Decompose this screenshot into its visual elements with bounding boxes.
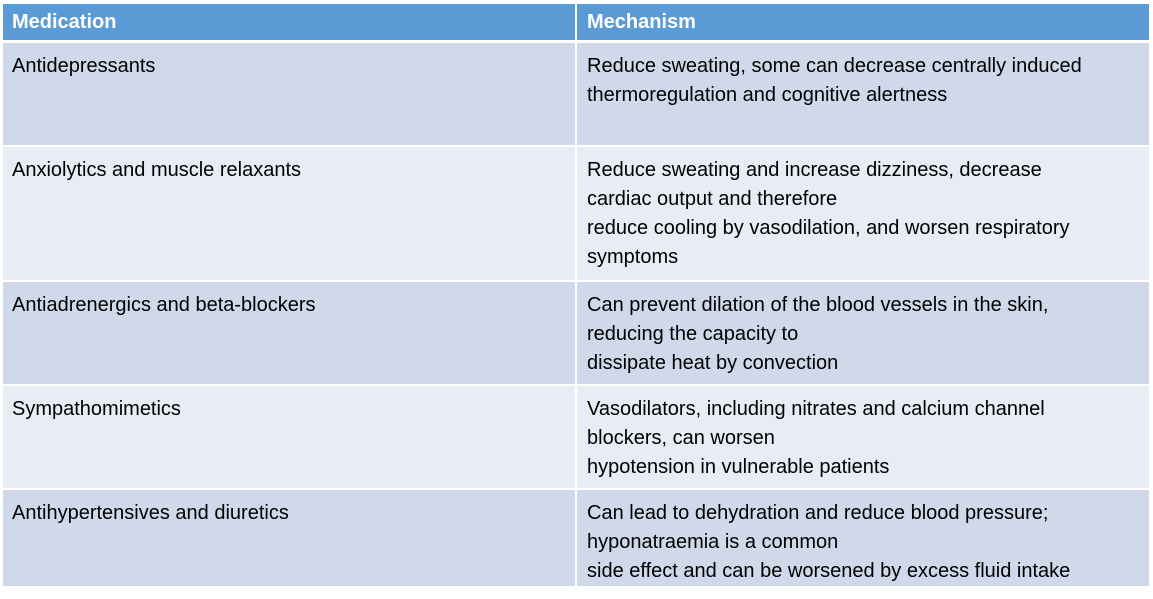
- row-5-medication: Antihypertensives and diuretics: [3, 490, 575, 586]
- row-5-mechanism: Can lead to dehydration and reduce blood pressure; hyponatraemia is a common side effect and can be worsened by excess fluid intake: [575, 490, 1149, 586]
- row-4-medication: Sympathomimetics: [3, 386, 575, 490]
- header-medication: Medication: [3, 4, 575, 43]
- row-3-medication: Antiadrenergics and beta-blockers: [3, 282, 575, 386]
- row-4-mechanism: Vasodilators, including nitrates and calcium channel blockers, can worsen hypotension in vulnerable patients: [575, 386, 1149, 490]
- row-2-medication: Anxiolytics and muscle relaxants: [3, 147, 575, 282]
- row-1-mechanism: Reduce sweating, some can decrease centrally induced thermoregulation and cognitive alertness: [575, 43, 1149, 147]
- row-2-mechanism: Reduce sweating and increase dizziness, decrease cardiac output and therefore reduce cooling by vasodilation, and worsen respiratory symptoms: [575, 147, 1149, 282]
- row-3-mechanism: Can prevent dilation of the blood vessels in the skin, reducing the capacity to dissipate heat by convection: [575, 282, 1149, 386]
- row-1-medication: Antidepressants: [3, 43, 575, 147]
- medication-table: [3, 4, 1149, 586]
- header-mechanism: Mechanism: [575, 4, 1149, 43]
